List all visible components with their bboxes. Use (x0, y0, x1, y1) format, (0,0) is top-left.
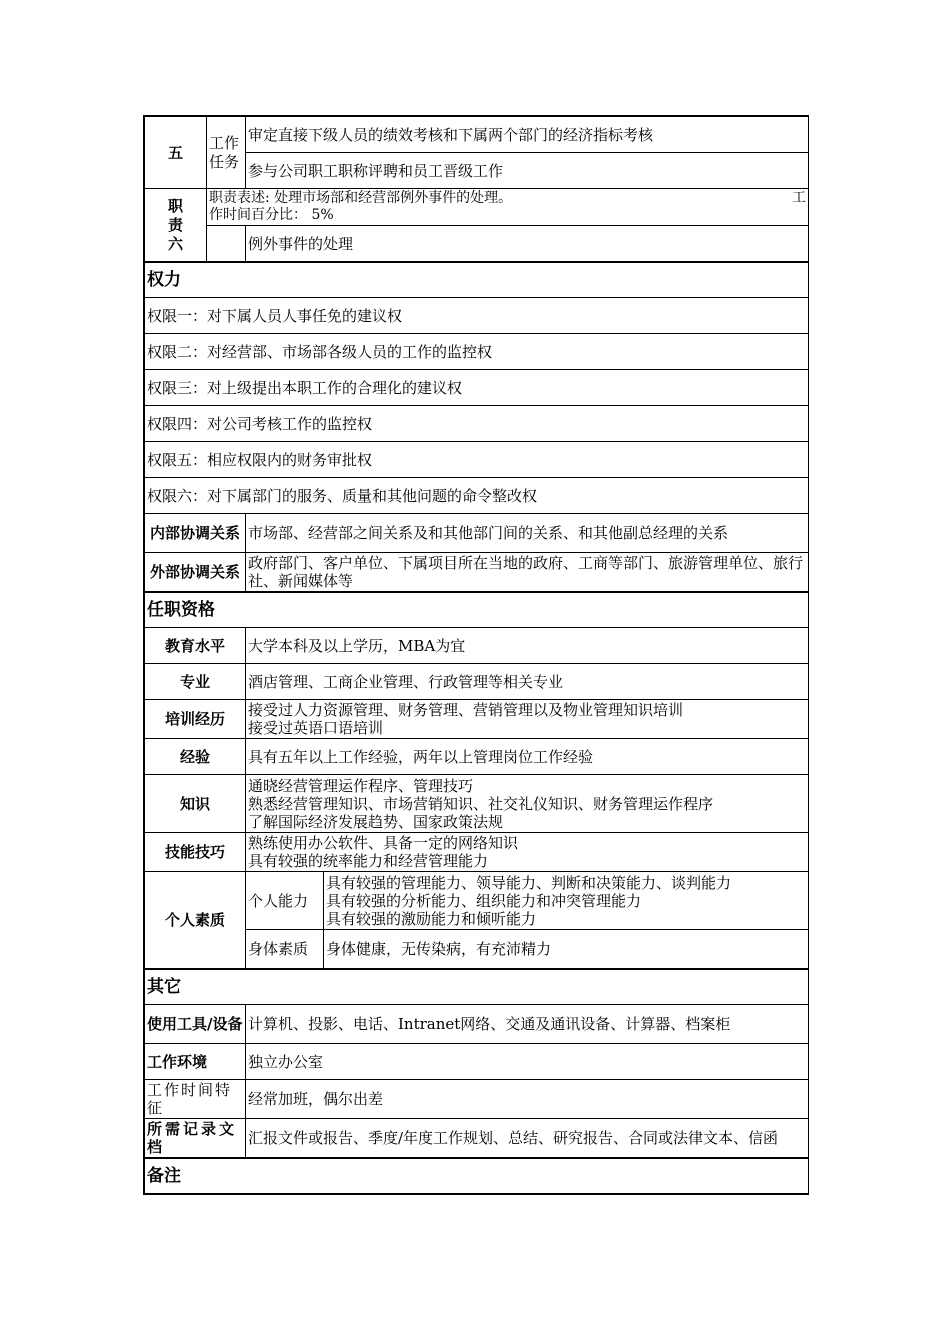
major-label: 专业 (145, 664, 246, 700)
authority-item-6: 权限六：对下属部门的服务、质量和其他问题的命令整改权 (145, 478, 809, 514)
job-description-table (143, 115, 809, 1195)
ability-line-1: 具有较强的管理能力、领导能力、判断和决策能力、谈判能力 (326, 873, 732, 892)
training-label: 培训经历 (145, 700, 246, 739)
ability-label: 个人能力 (246, 872, 324, 930)
work-time-label-text: 工作时间特征 (147, 1081, 233, 1117)
training-line-2: 接受过英语口语培训 (248, 719, 384, 737)
knowledge-line-3: 了解国际经济发展趋势、国家政策法规 (248, 812, 504, 831)
physical-label: 身体素质 (246, 930, 324, 970)
environment-label: 工作环境 (145, 1044, 246, 1080)
work-time-label (145, 1080, 246, 1119)
tools-label-text: 使用工具/设备 (147, 1015, 243, 1033)
duty6-time-tail: 工 (792, 190, 807, 206)
skills-label: 技能技巧 (145, 833, 246, 872)
authority-item-2: 权限二：对经营部、市场部各级人员的工作的监控权 (145, 334, 809, 370)
external-relations-label: 外部协调关系 (145, 553, 246, 593)
skills-value (246, 833, 809, 872)
remarks-title: 备注 (145, 1158, 809, 1194)
authority-item-5: 权限五：相应权限内的财务审批权 (145, 442, 809, 478)
training-line-1: 接受过人力资源管理、财务管理、营销管理以及物业管理知识培训 (248, 701, 684, 719)
documents-value: 汇报文件或报告、季度/年度工作规划、总结、研究报告、合同或法律文本、信函 (246, 1119, 809, 1159)
ability-line-2: 具有较强的分析能力、组织能力和冲突管理能力 (326, 891, 642, 910)
knowledge-line-1: 通晓经营管理运作程序、管理技巧 (248, 776, 474, 795)
authority-item-4: 权限四：对公司考核工作的监控权 (145, 406, 809, 442)
duty6-time-percent: 作时间百分比： 5% (209, 207, 334, 223)
duty6-task-1: 例外事件的处理 (246, 226, 809, 263)
internal-relations-label: 内部协调关系 (145, 514, 246, 553)
other-title: 其它 (145, 969, 809, 1005)
knowledge-label: 知识 (145, 775, 246, 833)
education-value: 大学本科及以上学历，MBA为宜 (246, 628, 809, 664)
physical-value: 身体健康，无传染病，有充沛精力 (324, 930, 809, 970)
work-time-value: 经常加班，偶尔出差 (246, 1080, 809, 1119)
documents-label-text: 所需记录文档 (147, 1120, 238, 1156)
ability-line-3: 具有较强的激励能力和倾听能力 (326, 909, 537, 928)
qualification-title: 任职资格 (145, 592, 809, 628)
duty6-statement (207, 189, 809, 226)
authority-item-3: 权限三：对上级提出本职工作的合理化的建议权 (145, 370, 809, 406)
experience-label: 经验 (145, 739, 246, 775)
duty6-task-label (207, 226, 246, 263)
skills-line-2: 具有较强的统率能力和经营管理能力 (248, 852, 489, 870)
experience-value: 具有五年以上工作经验，两年以上管理岗位工作经验 (246, 739, 809, 775)
training-value (246, 700, 809, 739)
duty6-number (145, 189, 207, 263)
environment-value: 独立办公室 (246, 1044, 809, 1080)
authority-item-1: 权限一：对下属人员人事任免的建议权 (145, 298, 809, 334)
skills-line-1: 熟练使用办公软件、具备一定的网络知识 (248, 834, 519, 852)
authority-title: 权力 (145, 262, 809, 298)
tools-label (145, 1005, 246, 1044)
duty5-number: 五 (145, 117, 207, 189)
external-relations-value: 政府部门、客户单位、下属项目所在当地的政府、工商等部门、旅游管理单位、旅行社、新闻媒体等 (246, 553, 809, 593)
documents-label (145, 1119, 246, 1159)
ability-value (324, 872, 809, 930)
personal-quality-label: 个人素质 (145, 872, 246, 970)
duty5-task-2: 参与公司职工职称评聘和员工晋级工作 (246, 153, 809, 189)
duty5-task-label: 工作任务 (207, 117, 246, 189)
knowledge-value (246, 775, 809, 833)
knowledge-line-2: 熟悉经营管理知识、市场营销知识、社交礼仪知识、财务管理运作程序 (248, 794, 714, 813)
education-label: 教育水平 (145, 628, 246, 664)
duty5-task-1: 审定直接下级人员的绩效考核和下属两个部门的经济指标考核 (246, 117, 809, 153)
internal-relations-value: 市场部、经营部之间关系及和其他部门间的关系、和其他副总经理的关系 (246, 514, 809, 553)
duty6-number-text: 职责六 (167, 196, 183, 253)
tools-value: 计算机、投影、电话、Intranet网络、交通及通讯设备、计算器、档案柜 (246, 1005, 809, 1044)
duty6-statement-text: 职责表述: 处理市场部和经营部例外事件的处理。 (209, 190, 513, 206)
major-value: 酒店管理、工商企业管理、行政管理等相关专业 (246, 664, 809, 700)
